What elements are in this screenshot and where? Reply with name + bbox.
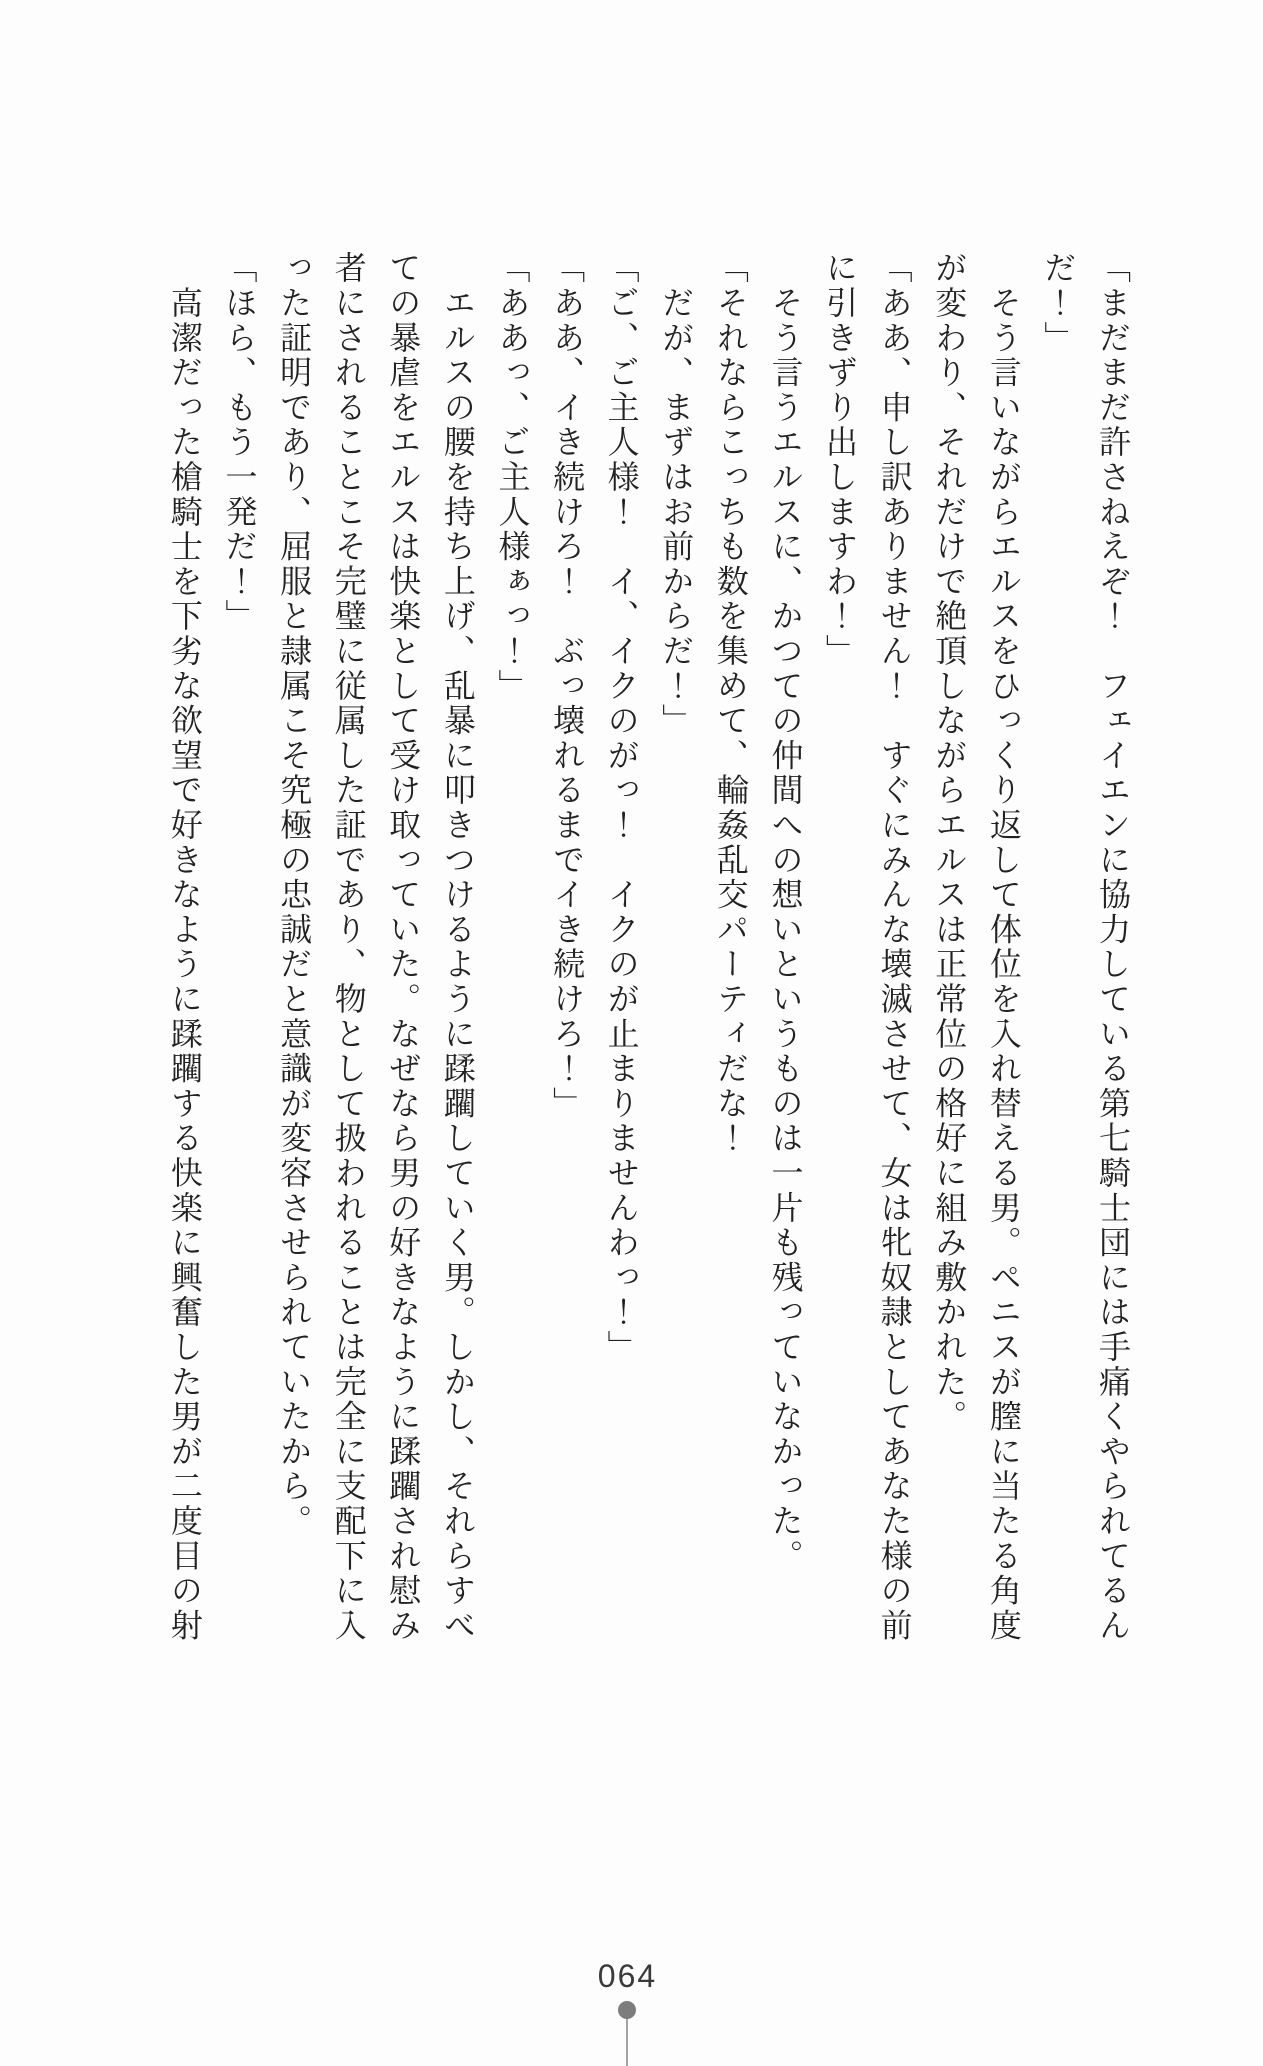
page-number: 064 <box>597 1958 658 1994</box>
text-line: だが、まずはお前からだ！」 <box>658 251 695 739</box>
text-line: 「まだまだ許さねえぞ！ フェイエンに協力している第七騎士団には手痛くやられてるん <box>1095 251 1131 1643</box>
text-line: そう言いながらエルスをひっくり返して体位を入れ替える男。ペニスが膣に当たる角度 <box>985 251 1022 1643</box>
text-line: ての暴虐をエルスは快楽として受け取っていた。なぜなら男の好きなように蹂躙され慰み <box>385 251 422 1643</box>
text-line: 高潔だった槍騎士を下劣な欲望で好きなように蹂躙する快楽に興奮した男が二度目の射 <box>166 251 203 1643</box>
text-line: 「ああっ、ご主人様ぁっ！」 <box>494 251 531 704</box>
text-line: 「ああ、申し訳ありません！ すぐにみんな壊滅させて、女は牝奴隷としてあなた様の前 <box>876 251 913 1643</box>
text-line: った証明であり、屈服と隷属こそ究極の忠誠だと意識が変容させられていたから。 <box>276 251 313 1539</box>
text-line: 「ご、ご主人様！ イ、イクのがっ！ イクのが止まりませんわっ！」 <box>603 251 640 1365</box>
text-line: 者にされることこそ完璧に従属した証であり、物として扱われることは完全に支配下に入 <box>330 251 367 1643</box>
text-line: が変わり、それだけで絶頂しながらエルスは正常位の格好に組み敷かれた。 <box>931 251 968 1435</box>
page-marker-icon <box>617 2000 637 2066</box>
text-line: だ！」 <box>1040 251 1077 356</box>
text-line: そう言うエルスに、かつての仲間への想いというものは一片も残っていなかった。 <box>767 251 804 1574</box>
text-line: 「ああ、イき続けろ！ ぶっ壊れるまでイき続けろ！」 <box>549 251 586 1121</box>
text-line: エルスの腰を持ち上げ、乱暴に叩きつけるように蹂躙していく男。しかし、それらすべ <box>439 251 476 1643</box>
text-line: 「それならこっちも数を集めて、輪姦乱交パーティだな！ <box>712 251 749 1156</box>
text-line: 「ほら、もう一発だ！」 <box>221 251 258 634</box>
text-line: に引きずり出しますわ！」 <box>822 251 859 669</box>
vertical-text-block <box>157 251 1140 1651</box>
